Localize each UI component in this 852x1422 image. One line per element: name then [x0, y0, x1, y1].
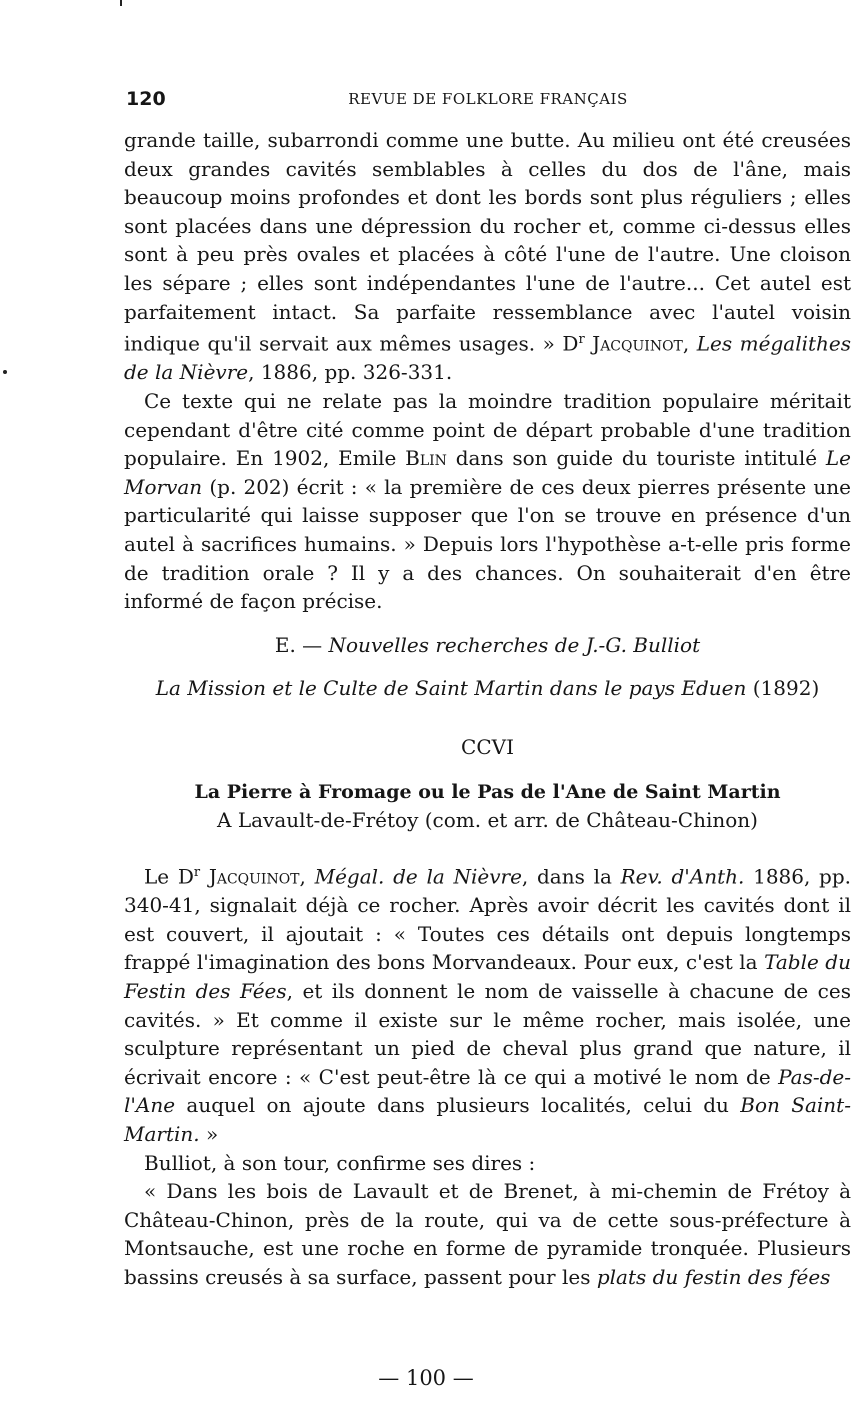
heading-prefix: E. — — [274, 633, 329, 657]
text-run: Le D — [144, 864, 194, 889]
text-run: dans son guide du touriste intitulé — [446, 446, 826, 471]
section-e-heading — [124, 633, 851, 657]
text-run: , — [682, 331, 690, 356]
footer-page-number: — 100 — — [378, 1366, 474, 1390]
reference-title: Table du Festin des Fées — [124, 950, 851, 1004]
author-name: Jacquinot — [592, 331, 683, 356]
text-run: auquel on ajoute dans plusieurs localités, celui du — [175, 1093, 741, 1118]
text-run: r — [193, 865, 201, 880]
entry-body — [124, 859, 851, 1292]
entry-title: La Pierre à Fromage ou le Pas de l'Ane de Saint Martin — [194, 781, 781, 803]
reference-title: Pas-de-l'Ane — [124, 1064, 851, 1118]
margin-mark-top — [120, 0, 122, 6]
text-run: , et ils donnent le nom de vaisselle à chacune de ces cavités. » Et comme il existe sur le même rocher, mais isolée, une sculpture représentant un pied de cheval plus grand que nature, il écrivait encore : « C'est peut-être là ce qui a motivé le nom de — [124, 979, 851, 1089]
entry-number: CCVI — [461, 735, 514, 759]
body-paragraph-3 — [124, 1177, 851, 1291]
author-name: Jacquinot — [208, 864, 300, 889]
subtitle-text: La Mission et le Culte de Saint Martin dans le pays Eduen — [155, 676, 747, 700]
reference-title: Bon Saint-Martin. — [124, 1093, 851, 1146]
entry-location: A Lavault-de-Frétoy (com. et arr. de Château-Chinon) — [217, 808, 758, 832]
text-run: r — [578, 332, 585, 348]
text-run: , dans la — [521, 864, 621, 889]
text-run: , 1886, pp. 326-331. — [248, 360, 453, 385]
text-run: « Dans les bois de Lavault et de Brenet, à mi-chemin de Frétoy à Château-Chinon, près de la route, qui va de cette sous-préfecture à Montsauche, est une roche en forme de pyramide tronquée. Plusieurs bassins creusés à sa surface, passent pour les — [124, 1179, 851, 1289]
text-run: 1886, pp. 340-41, signalait déjà ce rocher. Après avoir décrit les cavités dont il est couvert, il ajoutait : « Toutes ces détails ont depuis longtemps frappé l'imagination des bons Morvandeaux. Pour eux, c'est la — [124, 864, 852, 975]
author-name: Blin — [405, 446, 447, 471]
running-title: REVUE DE FOLKLORE FRANÇAIS — [348, 90, 628, 108]
text-run: , — [299, 864, 315, 889]
section-d-paragraph-2 — [124, 387, 851, 616]
body-paragraph-1 — [124, 859, 851, 1149]
reference-title: Rev. d'Anth. — [620, 864, 745, 889]
book-title: Le Morvan — [124, 446, 851, 499]
subtitle-year: (1892) — [746, 676, 820, 700]
text-run: grande taille, subarrondi comme une butte. Au milieu ont été creusées deux grandes cavités semblables à celles du dos de l'âne, mais beaucoup moins profondes et dont les bords sont plus réguliers ; elles sont placées dans une dépression du rocher et, comme ci-dessus elles sont à peu près ovales et placées à côté l'une de l'autre. Une cloison les sépare ; elles sont indépendantes l'une de l'autre... Cet autel est parfaitement intact. Sa parfaite ressemblance avec l'autel voisin indique qu'il servait aux mêmes usages. » D — [124, 128, 851, 356]
margin-mark-left — [3, 370, 7, 374]
text-run: Ce texte qui ne relate pas la moindre tradition populaire méritait cependant d'être cité comme point de départ probable d'une tradition populaire. En 1902, Emile — [124, 389, 851, 471]
text-run: (p. 202) écrit : « la première de ces deux pierres présente une particularité qui laisse supposer que l'on se trouve en présence d'un autel à sacrifices humains. » Depuis lors l'hypothèse a-t-elle pris forme de tradition orale ? Il y a des chances. On souhaiterait d'en être informé de façon précise. — [124, 474, 851, 614]
reference-title: Mégal. de la Nièvre — [314, 864, 522, 889]
section-e-subtitle — [124, 676, 851, 700]
book-title: Les mégalithes de la Nièvre — [124, 331, 851, 385]
page-header — [126, 88, 850, 114]
heading-title: Nouvelles recherches de J.-G. Bulliot — [328, 633, 701, 657]
header-page-number: 120 — [126, 88, 166, 110]
section-d-paragraph-1 — [124, 126, 851, 387]
reference-title: plats du festin des fées — [596, 1264, 831, 1289]
body-paragraph-2: Bulliot, à son tour, confirme ses dires : — [144, 1150, 536, 1175]
text-run: » — [199, 1122, 219, 1146]
section-d-text — [124, 126, 851, 616]
